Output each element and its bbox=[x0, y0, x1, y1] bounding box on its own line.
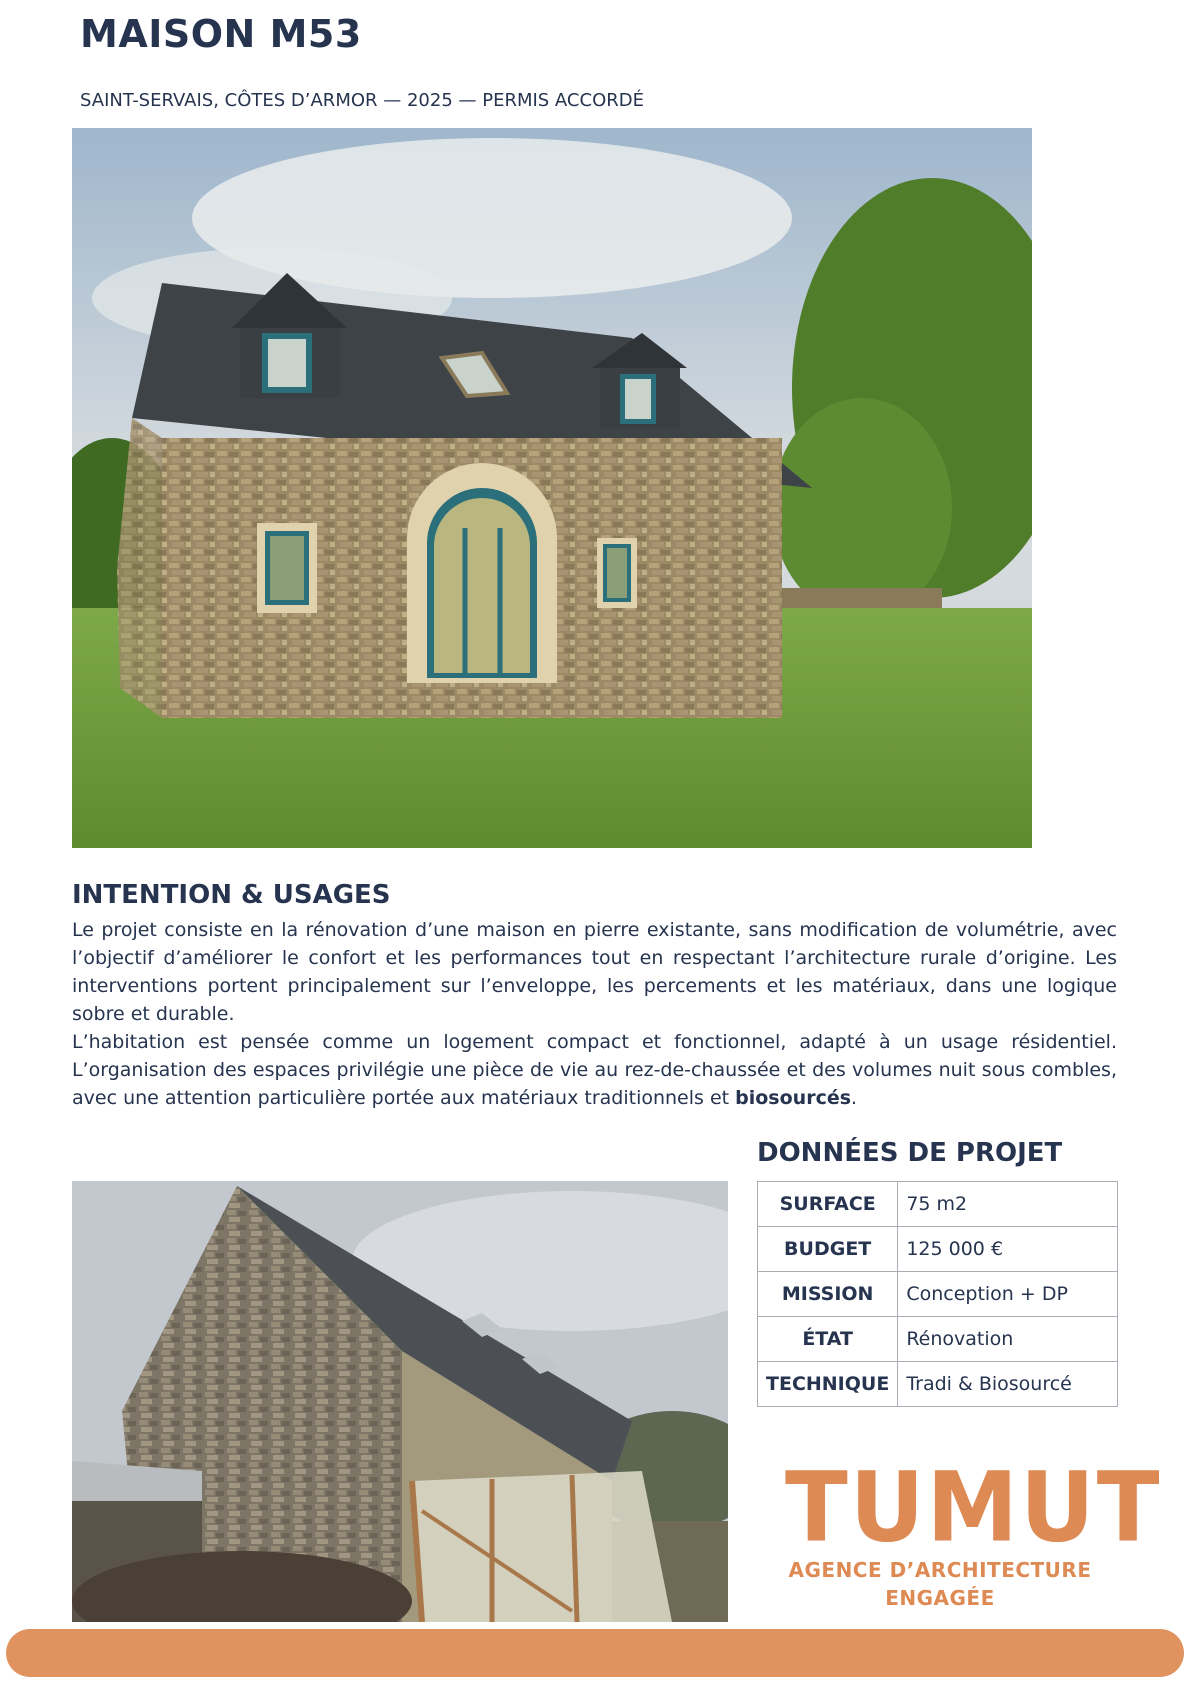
row-label: TECHNIQUE bbox=[758, 1362, 898, 1407]
page-title: MAISON M53 bbox=[80, 12, 362, 56]
row-value: Tradi & Biosourcé bbox=[898, 1362, 1118, 1407]
row-value: Rénovation bbox=[898, 1317, 1118, 1362]
hero-render-image bbox=[72, 128, 1032, 848]
biosources-emphasis: biosourcés bbox=[735, 1087, 852, 1109]
paragraph-2-text: L’habitation est pensée comme un logement compact et fonctionnel, adapté à un usage résidentiel. L’organisation des espaces privilégie une pièce de vie au rez-de-chaussée et des volumes nuit sous combles, avec une attention particulière portée aux matériaux traditionnels et bbox=[72, 1031, 1117, 1109]
row-label: MISSION bbox=[758, 1272, 898, 1317]
table-row bbox=[758, 1182, 1118, 1227]
row-value: 125 000 € bbox=[898, 1227, 1118, 1272]
paragraph-2-end: . bbox=[851, 1087, 858, 1109]
table-row bbox=[758, 1227, 1118, 1272]
logo-wordmark: TUMUT bbox=[785, 1451, 1162, 1564]
intention-heading: INTENTION & USAGES bbox=[72, 880, 391, 910]
row-label: SURFACE bbox=[758, 1182, 898, 1227]
table-row bbox=[758, 1362, 1118, 1407]
row-value: 75 m2 bbox=[898, 1182, 1118, 1227]
project-data-table bbox=[757, 1181, 1118, 1407]
project-subtitle: SAINT-SERVAIS, CÔTES D’ARMOR — 2025 — PERMIS ACCORDÉ bbox=[80, 90, 644, 111]
intention-text bbox=[72, 916, 1117, 1112]
intention-paragraph-2 bbox=[72, 1028, 1117, 1112]
logo-tagline-line2: ENGAGÉE bbox=[885, 1586, 995, 1610]
project-data-heading: DONNÉES DE PROJET bbox=[757, 1138, 1063, 1168]
intention-paragraph-1: Le projet consiste en la rénovation d’une maison en pierre existante, sans modification de volumétrie, avec l’objectif d’améliorer le confort et les performances tout en respectant l’architecture rurale d’origine. Les interventions portent principalement sur l’enveloppe, les percements et les matériaux, dans une logique sobre et durable. bbox=[72, 919, 1117, 1025]
table-row bbox=[758, 1272, 1118, 1317]
logo-tagline-line1: AGENCE D’ARCHITECTURE bbox=[788, 1558, 1092, 1582]
row-value: Conception + DP bbox=[898, 1272, 1118, 1317]
footer-bar bbox=[6, 1629, 1184, 1677]
table-row bbox=[758, 1317, 1118, 1362]
row-label: BUDGET bbox=[758, 1227, 898, 1272]
existing-house-photo bbox=[72, 1181, 728, 1622]
agency-logo bbox=[785, 1451, 1162, 1612]
row-label: ÉTAT bbox=[758, 1317, 898, 1362]
